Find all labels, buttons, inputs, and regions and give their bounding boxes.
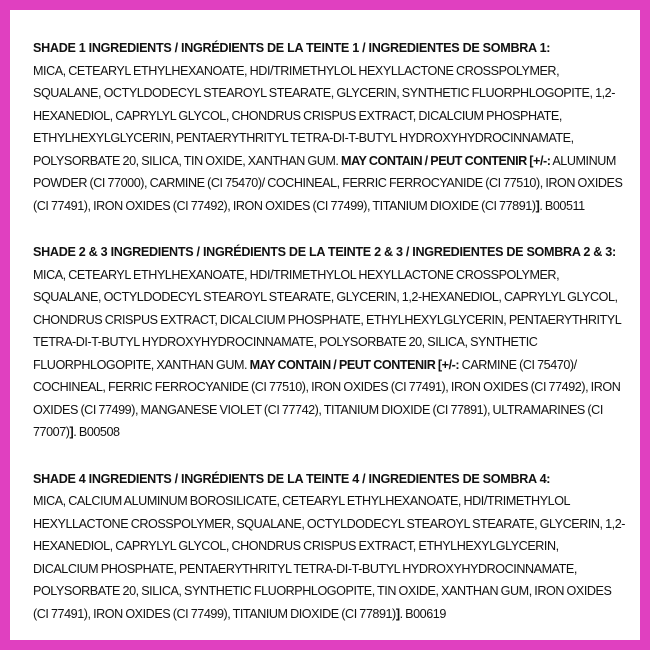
- ingredients-panel: [10, 10, 640, 640]
- close-bracket: ]: [395, 606, 400, 621]
- shade-1-section: [33, 37, 626, 217]
- section-title: SHADE 1 INGREDIENTS / INGRÉDIENTS DE LA TEINTE 1 / INGREDIENTES DE SOMBRA 1:: [33, 41, 551, 55]
- shade-2-3-section: [33, 241, 626, 444]
- close-bracket: ]: [69, 425, 74, 439]
- ingredients-list: MICA, CETEARYL ETHYLHEXANOATE, HDI/TRIMETHYLOL HEXYLLACTONE CROSSPOLYMER, SQUALANE, OCTYLDODECYL STEAROYL STEARATE, GLYCERIN, SYNTHETIC FLUORPHLOGOPITE, 1,2-HEXANEDIOL, CAPRYLYL GLYCOL, CHONDRUS CRISPUS EXTRACT, DICALCIUM PHOSPHATE, ETHYLHEXYLGLYCERIN, PENTAERYTHRITYL TETRA-DI-T-BUTYL HYDROXYHYDROCINNAMATE, POLYSORBATE 20, SILICA, TIN OXIDE, XANTHAN GUM.: [33, 63, 615, 168]
- product-code: . B00511: [539, 198, 585, 213]
- section-title: SHADE 4 INGREDIENTS / INGRÉDIENTS DE LA TEINTE 4 / INGREDIENTES DE SOMBRA 4:: [33, 471, 551, 486]
- ingredients-text: [33, 490, 626, 625]
- may-contain-label: MAY CONTAIN / PEUT CONTENIR [+/-:: [249, 357, 460, 372]
- ingredients-text: [33, 60, 626, 218]
- ingredients-text: [33, 264, 626, 444]
- close-bracket: ]: [535, 198, 540, 213]
- ingredients-list: MICA, CETEARYL ETHYLHEXANOATE, HDI/TRIMETHYLOL HEXYLLACTONE CROSSPOLYMER, SQUALANE, OCTYLDODECYL STEAROYL STEARATE, GLYCERIN, 1,2-HEXANEDIOL, CAPRYLYL GLYCOL, CHONDRUS CRISPUS EXTRACT, DICALCIUM PHOSPHATE, ETHYLHEXYLGLYCERIN, PENTAERYTHRITYL TETRA-DI-T-BUTYL HYDROXYHYDROCINNAMATE, POLYSORBATE 20, SILICA, SYNTHETIC FLUORPHLOGOPITE, XANTHAN GUM.: [33, 267, 621, 372]
- product-code: . B00619: [399, 606, 446, 621]
- may-contain-list: ALUMINUM POWDER (CI 77000), CARMINE (CI 75470)/ COCHINEAL, FERRIC FERROCYANIDE (CI 77510), IRON OXIDES (CI 77491), IRON OXIDES (CI 77492), IRON OXIDES (CI 77499), TITANIUM DIOXIDE (CI 77891): [33, 153, 623, 213]
- may-contain-label: MAY CONTAIN / PEUT CONTENIR [+/-:: [341, 153, 551, 168]
- shade-4-section: [33, 468, 626, 626]
- may-contain-list: CARMINE (CI 75470)/ COCHINEAL, FERRIC FERROCYANIDE (CI 77510), IRON OXIDES (CI 77491), IRON OXIDES (CI 77492), IRON OXIDES (CI 77499), MANGANESE VIOLET (CI 77742), TITANIUM DIOXIDE (CI 77891), ULTRAMARINES (CI 77007): [33, 357, 621, 439]
- section-title: SHADE 2 & 3 INGREDIENTS / INGRÉDIENTS DE LA TEINTE 2 & 3 / INGREDIENTES DE SOMBRA 2 & 3:: [33, 245, 616, 259]
- ingredients-list: MICA, CALCIUM ALUMINUM BOROSILICATE, CETEARYL ETHYLHEXANOATE, HDI/TRIMETHYLOL HEXYLLACTONE CROSSPOLYMER, SQUALANE, OCTYLDODECYL STEAROYL STEARATE, GLYCERIN, 1,2-HEXANEDIOL, CAPRYLYL GLYCOL, CHONDRUS CRISPUS EXTRACT, ETHYLHEXYLGLYCERIN, DICALCIUM PHOSPHATE, PENTAERYTHRITYL TETRA-DI-T-BUTYL HYDROXYHYDROCINNAMATE, POLYSORBATE 20, SILICA, SYNTHETIC FLUORPHLOGOPITE, TIN OXIDE, XANTHAN GUM, IRON OXIDES (CI 77491), IRON OXIDES (CI 77499), TITANIUM DIOXIDE (CI 77891): [33, 494, 626, 621]
- product-code: . B00508: [73, 425, 120, 439]
